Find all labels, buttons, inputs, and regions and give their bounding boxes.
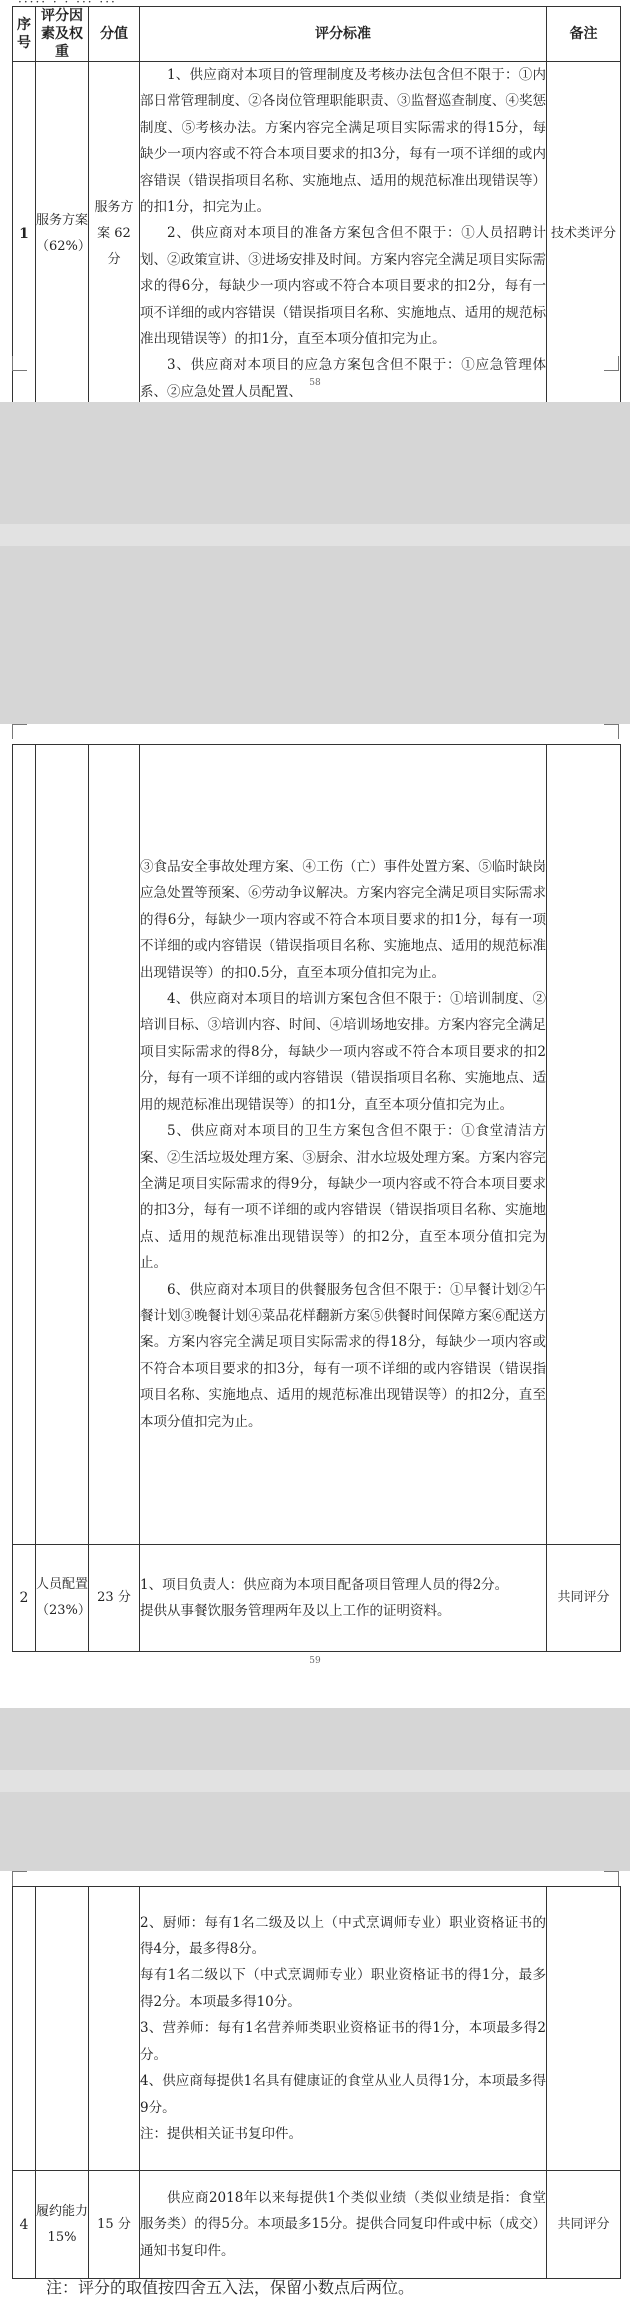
table-row [13, 1545, 621, 1652]
criteria-para: 4、供应商对本项目的培训方案包含但不限于：①培训制度、②培训目标、③培训内容、时间、④培训场地安排。方案内容完全满足项目实际需求的得8分，每缺少一项内容或不符合本项目要求的扣2分，每有一项不详细的或内容错误（错误指项目名称、实施地点、适用的规范标准出现错误等）的扣1分，直至本项分值扣完为止。 [140, 991, 546, 1113]
row-factor: 服务方案（62%） [36, 62, 89, 406]
row-no: 1 [13, 62, 36, 406]
page-60 [0, 1871, 630, 2307]
criteria-para: 1、供应商对本项目的管理制度及考核办法包含但不限于：①内部日常管理制度、②各岗位管理职能职责、③监督巡查制度、④奖惩制度、⑤考核办法。方案内容完全满足项目实际需求的得15分，每缺少一项内容或不符合本项目要求的扣3分，每有一项不详细的或内容错误（错误指项目名称、实施地点、适用的规范标准出现错误等）的扣1分，扣完为止。 [140, 67, 546, 216]
row-criteria [140, 1887, 547, 2171]
criteria-para: 6、供应商对本项目的供餐服务包含但不限于：①早餐计划②午餐计划③晚餐计划④菜品花样翻新方案⑤供餐时间保障方案⑥配送方案。方案内容完全满足项目实际需求的得18分，每缺少一项内容或不符合本项目要求的扣3分，每有一项不详细的或内容错误（错误指项目名称、实施地点、适用的规范标准出现错误等）的扣2分，直至本项分值扣完为止。 [140, 1281, 546, 1430]
criteria-para: 4、供应商每提供1名具有健康证的食堂从业人员得1分，本项最多得9分。 [140, 2073, 546, 2116]
row-remark [547, 745, 621, 1545]
row-criteria [140, 1545, 547, 1652]
header-criteria: 评分标准 [140, 7, 547, 62]
row-factor: 人员配置（23%） [36, 1545, 89, 1652]
row-score [89, 1887, 140, 2171]
crop-mark [12, 724, 27, 739]
row-no: 2 [13, 1545, 36, 1652]
row-criteria [140, 2171, 547, 2279]
crop-mark [604, 724, 619, 739]
row-no: 4 [13, 2171, 36, 2279]
row-score: 15 分 [89, 2171, 140, 2279]
crop-mark [12, 1871, 27, 1886]
page-number: 59 [309, 1656, 321, 1666]
criteria-para: ③食品安全事故处理方案、④工伤（亡）事件处置方案、⑤临时缺岗应急处置等预案、⑥劳动争议解决。方案内容完全满足项目实际需求的得6分，每缺少一项内容或不符合本项目要求的扣1分，每有一项不详细的或内容错误（错误指项目名称、实施地点、适用的规范标准出现错误等）的扣0.5分，直至本项分值扣完为止。 [140, 859, 546, 981]
scoring-table-page-3 [12, 1886, 621, 2279]
table-row [13, 1887, 621, 2171]
crop-mark [604, 356, 619, 371]
crop-mark [12, 356, 27, 371]
row-remark [547, 1887, 621, 2171]
top-fragment: ····· · · ··· ··· [18, 0, 117, 9]
row-factor: 履约能力 15% [36, 2171, 89, 2279]
row-factor [36, 1887, 89, 2171]
page-59 [0, 724, 630, 1708]
row-no [13, 1887, 36, 2171]
scoring-table-page-2 [12, 744, 621, 1652]
header-factor: 评分因素及权重 [36, 7, 89, 62]
criteria-para: 2、供应商对本项目的准备方案包含但不限于：①人员招聘计划、②政策宣讲、③进场安排及时间。方案内容完全满足项目实际需求的得6分，每缺少一项内容或不符合本项目要求的扣2分，每有一项不详细的或内容错误（错误指项目名称、实施地点、适用的规范标准出现错误等）的扣1分，直至本项分值扣完为止。 [140, 225, 546, 348]
criteria-para: 5、供应商对本项目的卫生方案包含但不限于：①食堂清洁方案、②生活垃圾处理方案、③厨余、泔水垃圾处理方案。方案内容完全满足项目实际需求的得9分，每缺少一项内容或不符合本项目要求的扣3分，每有一项不详细的或内容错误（错误指项目名称、实施地点、适用的规范标准出现错误等）的扣2分，直至本项分值扣完为止。 [140, 1123, 546, 1272]
scoring-table-page-1 [12, 6, 621, 406]
row-criteria [140, 62, 547, 406]
row-remark: 共同评分 [547, 2171, 621, 2279]
page-58 [0, 0, 630, 402]
criteria-para: 提供从事餐饮服务管理两年及以上工作的证明资料。 [140, 1603, 451, 1619]
page-gap [0, 1708, 630, 1871]
table-row [13, 62, 621, 406]
footnote: 注：评分的取值按四舍五入法，保留小数点后两位。 [46, 2278, 415, 2297]
criteria-para: 1、项目负责人：供应商为本项目配备项目管理人员的得2分。 [140, 1576, 509, 1593]
criteria-para: 每有1名二级以下（中式烹调师专业）职业资格证书的得1分，最多得2分。本项最多得10分。 [140, 1967, 546, 2010]
criteria-para: 注：提供相关证书复印件。 [140, 2125, 302, 2142]
row-factor [36, 745, 89, 1545]
table-row [13, 745, 621, 1545]
crop-mark [604, 1871, 619, 1886]
header-remark: 备注 [547, 7, 621, 62]
header-no: 序号 [13, 7, 36, 62]
page-gap [0, 402, 630, 724]
row-score: 服务方案 62 分 [89, 62, 140, 406]
row-score: 23 分 [89, 1545, 140, 1652]
criteria-para: 2、厨师：每有1名二级及以上（中式烹调师专业）职业资格证书的得4分，最多得8分。 [140, 1914, 546, 1958]
row-criteria [140, 745, 547, 1545]
row-remark: 技术类评分 [547, 62, 621, 406]
criteria-para: 3、营养师：每有1名营养师类职业资格证书的得1分，本项最多得2分。 [140, 2020, 546, 2063]
criteria-para: 供应商2018年以来每提供1个类似业绩（类似业绩是指：食堂服务类）的得5分。本项最多15分。提供合同复印件或中标（成交）通知书复印件。 [140, 2189, 546, 2259]
row-no [13, 745, 36, 1545]
page-number: 58 [309, 378, 321, 388]
header-score: 分值 [89, 7, 140, 62]
row-remark: 共同评分 [547, 1545, 621, 1652]
table-row [13, 2171, 621, 2279]
criteria-para: 3、供应商对本项目的应急方案包含但不限于：①应急管理体系、②应急处置人员配置、 [140, 357, 546, 400]
row-score [89, 745, 140, 1545]
